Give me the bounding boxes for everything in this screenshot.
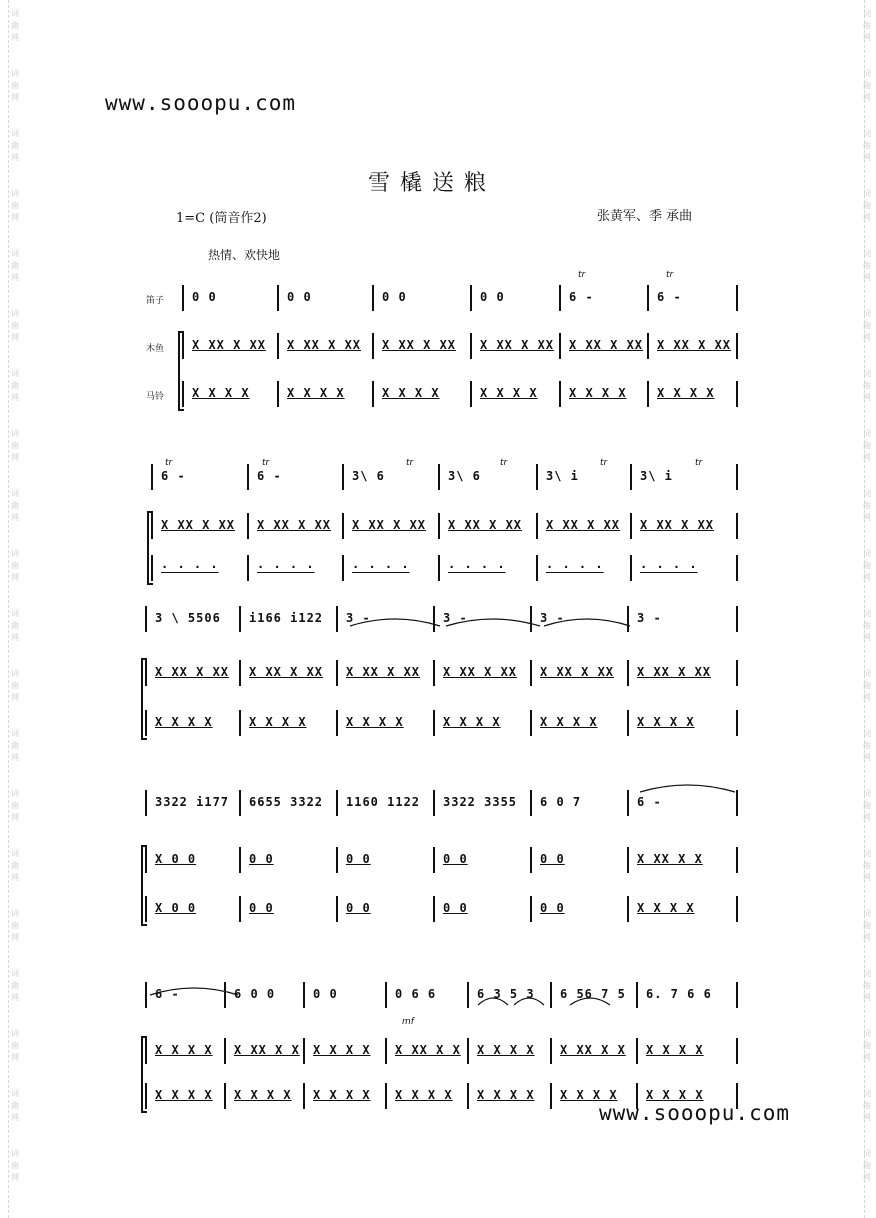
barline [336, 847, 338, 873]
barline [277, 285, 279, 311]
key-signature: 1=C (筒音作2) [176, 211, 267, 226]
measure-dizi: 3322 3355 [443, 795, 518, 809]
barline [530, 660, 532, 686]
barline [239, 710, 241, 736]
measure-muyu: X X X X [477, 1043, 535, 1057]
barline [736, 381, 738, 407]
barline [145, 606, 147, 632]
measure-maling: X X X X [395, 1088, 453, 1102]
barline [438, 464, 440, 490]
measure-dizi: 3 - [540, 611, 565, 625]
barline [736, 555, 738, 581]
barline [636, 1038, 638, 1064]
barline [550, 1038, 552, 1064]
barline [151, 464, 153, 490]
measure-muyu: 0 0 [346, 852, 371, 866]
measure-muyu: X XX X XX [346, 665, 421, 679]
barline [647, 333, 649, 359]
measure-maling: 0 0 [443, 901, 468, 915]
measure-maling: X X X X [287, 386, 345, 400]
measure-dizi: 0 0 [313, 987, 338, 1001]
watermark-glyph-group: 词 曲 网 [11, 849, 19, 882]
site-url-bottom[interactable]: www.sooopu.com [599, 1101, 791, 1125]
measure-dizi: 6 3 5 3 [477, 987, 535, 1001]
measure-muyu: X XX X X [560, 1043, 626, 1057]
barline [627, 710, 629, 736]
barline [336, 790, 338, 816]
slur [570, 995, 610, 1007]
barline [145, 847, 147, 873]
barline [247, 464, 249, 490]
barline [336, 710, 338, 736]
measure-muyu: X XX X XX [161, 518, 236, 532]
watermark-glyph-group: 词 曲 网 [11, 609, 19, 642]
measure-muyu: X XX X XX [546, 518, 621, 532]
slur [150, 985, 238, 997]
measure-maling: X X X X [480, 386, 538, 400]
measure-maling: X X X X [646, 1088, 704, 1102]
watermark-glyph-group: 词 曲 网 [863, 189, 871, 222]
barline [630, 513, 632, 539]
trill-mark: tr [578, 270, 586, 280]
barline [224, 1038, 226, 1064]
slur [350, 616, 440, 628]
measure-maling: X X X X [637, 901, 695, 915]
watermark-glyph-group: 词 曲 网 [863, 1089, 871, 1122]
barline [239, 660, 241, 686]
watermark-glyph-group: 词 曲 网 [863, 729, 871, 762]
measure-maling: X X X X [569, 386, 627, 400]
barline [182, 333, 184, 359]
measure-muyu: X XX X XX [155, 665, 230, 679]
dynamic-mf: mf [402, 1017, 414, 1027]
watermark-glyph-group: 词 曲 网 [863, 9, 871, 42]
barline [372, 285, 374, 311]
measure-muyu: X X X X [646, 1043, 704, 1057]
barline [550, 982, 552, 1008]
barline [433, 790, 435, 816]
barline [224, 1083, 226, 1109]
barline [636, 982, 638, 1008]
measure-maling: · · · · [546, 560, 604, 574]
measure-dizi: 3322 i177 [155, 795, 230, 809]
measure-dizi: 6655 3322 [249, 795, 324, 809]
barline [385, 1083, 387, 1109]
trill-mark: tr [695, 458, 703, 468]
watermark-glyph-group: 词 曲 网 [863, 669, 871, 702]
barline [536, 555, 538, 581]
trill-mark: tr [500, 458, 508, 468]
measure-maling: · · · · [640, 560, 698, 574]
measure-dizi: 3\ 6 [448, 469, 481, 483]
barline [467, 1083, 469, 1109]
barline [470, 381, 472, 407]
watermark-glyph-group: 词 曲 网 [11, 189, 19, 222]
watermark-glyph-group: 词 曲 网 [863, 789, 871, 822]
measure-dizi: i166 i122 [249, 611, 324, 625]
measure-dizi: 0 0 [382, 290, 407, 304]
barline [736, 513, 738, 539]
barline [145, 896, 147, 922]
measure-maling: · · · · [161, 560, 219, 574]
watermark-glyph-group: 词 曲 网 [11, 969, 19, 1002]
instrument-label-muyu: 木鱼 [146, 344, 165, 354]
barline [145, 982, 147, 1008]
watermark-glyph-group: 词 曲 网 [11, 729, 19, 762]
barline [239, 790, 241, 816]
measure-dizi: 1160 1122 [346, 795, 421, 809]
barline [559, 381, 561, 407]
barline [736, 285, 738, 311]
watermark-glyph-group: 词 曲 网 [11, 429, 19, 462]
measure-dizi: 3\ i [546, 469, 579, 483]
measure-maling: X X X X [657, 386, 715, 400]
barline [239, 896, 241, 922]
measure-muyu: X XX X XX [569, 338, 644, 352]
barline [530, 710, 532, 736]
measure-dizi: 6 0 0 [234, 987, 276, 1001]
slur [544, 616, 630, 628]
measure-dizi: 6 - [637, 795, 662, 809]
site-url-top[interactable]: www.sooopu.com [105, 91, 297, 115]
barline [182, 285, 184, 311]
measure-maling: · · · · [257, 560, 315, 574]
trill-mark: tr [165, 458, 173, 468]
barline [736, 896, 738, 922]
measure-muyu: X XX X XX [448, 518, 523, 532]
barline [303, 1038, 305, 1064]
watermark-glyph-group: 词 曲 网 [863, 609, 871, 642]
measure-muyu: X XX X XX [480, 338, 555, 352]
barline [342, 513, 344, 539]
watermark-glyph-group: 词 曲 网 [11, 489, 19, 522]
barline [736, 710, 738, 736]
barline [736, 660, 738, 686]
barline [372, 333, 374, 359]
barline [627, 790, 629, 816]
measure-dizi: 0 6 6 [395, 987, 437, 1001]
measure-maling: · · · · [448, 560, 506, 574]
measure-dizi: 6. 7 6 6 [646, 987, 712, 1001]
barline [438, 555, 440, 581]
measure-muyu: X XX X XX [640, 518, 715, 532]
measure-maling: X X X X [313, 1088, 371, 1102]
measure-muyu: 0 0 [249, 852, 274, 866]
measure-muyu: X XX X XX [657, 338, 732, 352]
barline [536, 464, 538, 490]
measure-dizi: 6 - [155, 987, 180, 1001]
measure-dizi: 3 - [637, 611, 662, 625]
barline [559, 285, 561, 311]
measure-dizi: 6 - [161, 469, 186, 483]
measure-dizi: 3\ i [640, 469, 673, 483]
barline [647, 285, 649, 311]
measure-maling: X X X X [560, 1088, 618, 1102]
barline [530, 790, 532, 816]
measure-maling: X X X X [234, 1088, 292, 1102]
watermark-glyph-group: 词 曲 网 [11, 69, 19, 102]
barline [145, 1038, 147, 1064]
measure-maling: · · · · [352, 560, 410, 574]
barline [736, 464, 738, 490]
barline [559, 333, 561, 359]
measure-muyu: 0 0 [443, 852, 468, 866]
measure-dizi: 0 0 [287, 290, 312, 304]
watermark-glyph-group: 词 曲 网 [11, 1089, 19, 1122]
measure-dizi: 6 56 7 5 [560, 987, 626, 1001]
measure-maling: X X X X [540, 715, 598, 729]
barline [433, 710, 435, 736]
watermark-glyph-group: 词 曲 网 [863, 549, 871, 582]
barline [247, 513, 249, 539]
barline [151, 513, 153, 539]
measure-muyu: X X X X [313, 1043, 371, 1057]
watermark-glyph-group: 词 曲 网 [11, 789, 19, 822]
watermark-glyph-group: 词 曲 网 [11, 249, 19, 282]
watermark-glyph-group: 词 曲 网 [863, 69, 871, 102]
watermark-glyph-group: 词 曲 网 [11, 369, 19, 402]
measure-maling: X X X X [346, 715, 404, 729]
barline [336, 896, 338, 922]
measure-dizi: 3 \ 5506 [155, 611, 221, 625]
measure-dizi: 3\ 6 [352, 469, 385, 483]
barline [151, 555, 153, 581]
watermark-glyph-group: 词 曲 网 [11, 549, 19, 582]
barline [372, 381, 374, 407]
watermark-glyph-group: 词 曲 网 [863, 249, 871, 282]
barline [145, 1083, 147, 1109]
measure-maling: X 0 0 [155, 901, 197, 915]
barline [627, 847, 629, 873]
watermark-glyph-group: 词 曲 网 [11, 1029, 19, 1062]
watermark-glyph-group: 词 曲 网 [863, 429, 871, 462]
barline [530, 896, 532, 922]
barline [467, 982, 469, 1008]
barline [182, 381, 184, 407]
measure-maling: X X X X [155, 1088, 213, 1102]
measure-muyu: X X X X [155, 1043, 213, 1057]
measure-muyu: 0 0 [540, 852, 565, 866]
song-title: 雪橇送粮 [368, 171, 497, 196]
measure-muyu: X 0 0 [155, 852, 197, 866]
measure-muyu: X XX X XX [287, 338, 362, 352]
barline [736, 606, 738, 632]
slur [640, 782, 735, 794]
barline [647, 381, 649, 407]
barline [627, 896, 629, 922]
measure-muyu: X XX X X [637, 852, 703, 866]
barline [336, 660, 338, 686]
measure-muyu: X XX X X [395, 1043, 461, 1057]
measure-maling: 0 0 [249, 901, 274, 915]
measure-dizi: 3 - [346, 611, 371, 625]
watermark-glyph-group: 词 曲 网 [11, 909, 19, 942]
watermark-glyph-group: 词 曲 网 [863, 489, 871, 522]
trill-mark: tr [406, 458, 414, 468]
watermark-glyph-group: 词 曲 网 [11, 129, 19, 162]
barline [145, 790, 147, 816]
measure-muyu: X XX X XX [257, 518, 332, 532]
watermark-glyph-group: 词 曲 网 [863, 1149, 871, 1182]
barline [342, 464, 344, 490]
measure-dizi: 6 - [569, 290, 594, 304]
measure-muyu: X XX X XX [249, 665, 324, 679]
watermark-glyph-group: 词 曲 网 [863, 969, 871, 1002]
barline [438, 513, 440, 539]
measure-muyu: X XX X XX [352, 518, 427, 532]
watermark-glyph-group: 词 曲 网 [863, 129, 871, 162]
watermark-glyph-group: 词 曲 网 [863, 309, 871, 342]
measure-muyu: X XX X X [234, 1043, 300, 1057]
trill-mark: tr [600, 458, 608, 468]
watermark-glyph-group: 词 曲 网 [863, 909, 871, 942]
barline [630, 555, 632, 581]
barline [736, 982, 738, 1008]
measure-dizi: 6 0 7 [540, 795, 582, 809]
measure-dizi: 0 0 [192, 290, 217, 304]
trill-mark: tr [262, 458, 270, 468]
instrument-label-maling: 马铃 [146, 392, 165, 402]
barline [239, 847, 241, 873]
measure-dizi: 0 0 [480, 290, 505, 304]
watermark-glyph-group: 词 曲 网 [863, 369, 871, 402]
barline [239, 606, 241, 632]
barline [303, 982, 305, 1008]
barline [433, 847, 435, 873]
measure-muyu: X XX X XX [540, 665, 615, 679]
measure-muyu: X XX X XX [637, 665, 712, 679]
slur [446, 616, 540, 628]
measure-maling: 0 0 [540, 901, 565, 915]
barline [467, 1038, 469, 1064]
watermark-glyph-group: 词 曲 网 [11, 1149, 19, 1182]
barline [433, 896, 435, 922]
barline [145, 660, 147, 686]
barline [550, 1083, 552, 1109]
watermark-glyph-group: 词 曲 网 [863, 1029, 871, 1062]
barline [630, 464, 632, 490]
tempo-marking: 热情、欢快地 [208, 248, 281, 262]
measure-maling: X X X X [443, 715, 501, 729]
measure-maling: 0 0 [346, 901, 371, 915]
measure-maling: X X X X [382, 386, 440, 400]
measure-dizi: 6 - [257, 469, 282, 483]
slur [478, 995, 508, 1007]
measure-maling: X X X X [477, 1088, 535, 1102]
barline [736, 790, 738, 816]
barline [736, 847, 738, 873]
barline [736, 1038, 738, 1064]
slur [514, 995, 544, 1007]
barline [530, 847, 532, 873]
measure-muyu: X XX X XX [443, 665, 518, 679]
composer-credit: 张黄军、季 承曲 [597, 209, 693, 224]
watermark-glyph-group: 词 曲 网 [11, 309, 19, 342]
barline [536, 513, 538, 539]
measure-maling: X X X X [155, 715, 213, 729]
measure-dizi: 6 - [657, 290, 682, 304]
measure-dizi: 3 - [443, 611, 468, 625]
barline [277, 333, 279, 359]
barline [303, 1083, 305, 1109]
measure-muyu: X XX X XX [192, 338, 267, 352]
barline [277, 381, 279, 407]
measure-maling: X X X X [192, 386, 250, 400]
measure-muyu: X XX X XX [382, 338, 457, 352]
watermark-glyph-group: 词 曲 网 [863, 849, 871, 882]
barline [145, 710, 147, 736]
watermark-glyph-group: 词 曲 网 [11, 669, 19, 702]
instrument-label-dizi: 笛子 [146, 296, 165, 306]
barline [385, 1038, 387, 1064]
barline [470, 333, 472, 359]
barline [247, 555, 249, 581]
barline [736, 333, 738, 359]
barline [342, 555, 344, 581]
watermark-glyph-group: 词 曲 网 [11, 9, 19, 42]
trill-mark: tr [666, 270, 674, 280]
barline [470, 285, 472, 311]
barline [433, 660, 435, 686]
barline [627, 660, 629, 686]
barline [385, 982, 387, 1008]
measure-maling: X X X X [249, 715, 307, 729]
barline [336, 606, 338, 632]
measure-maling: X X X X [637, 715, 695, 729]
